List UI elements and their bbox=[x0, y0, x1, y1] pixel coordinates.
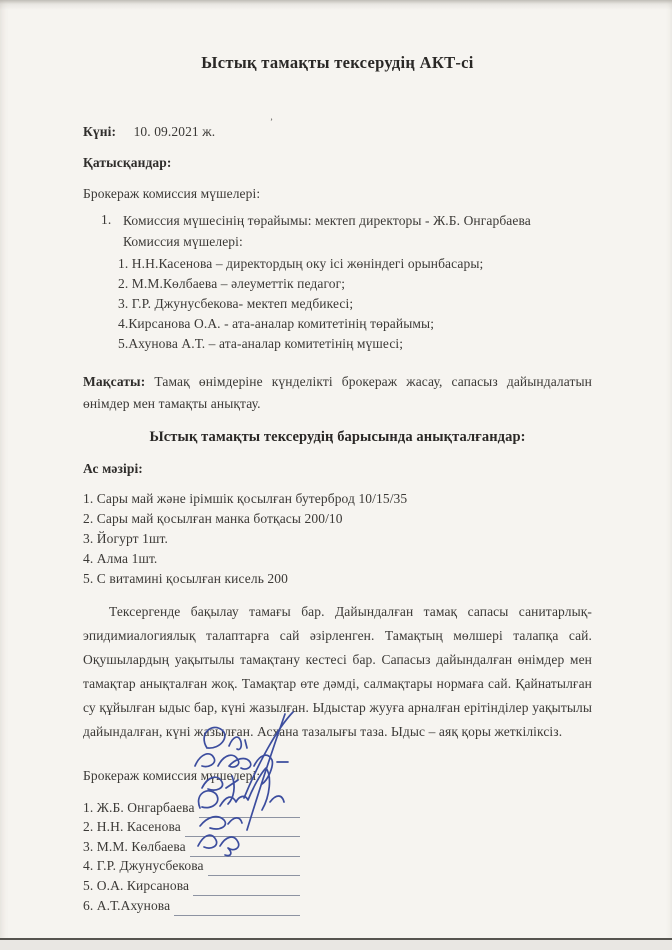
chair-item bbox=[83, 210, 592, 252]
signatory-name: 6. А.Т.Ахунова bbox=[83, 897, 171, 913]
scan-speck: ’ bbox=[270, 117, 273, 127]
signature-line bbox=[193, 881, 300, 896]
chair-text bbox=[123, 210, 531, 252]
signature-line bbox=[199, 803, 300, 818]
date-label: Күні: bbox=[83, 124, 117, 139]
menu-heading: Ас мәзірі: bbox=[83, 461, 143, 476]
list-item: 1. Сары май және ірімшік қосылған бутерброд 10/15/35 bbox=[83, 491, 408, 506]
list-item: 5. С витамині қосылған кисель 200 bbox=[83, 571, 288, 586]
list-item: 4. Алма 1шт. bbox=[83, 551, 158, 566]
purpose-text: Тамақ өнімдеріне күнделікті брокераж жасау, сапасыз дайындалатын өнімдер мен тамақты анықтау. bbox=[83, 374, 592, 411]
document-body bbox=[83, 0, 592, 916]
page-title: Ыстық тамақты тексерудің АКТ-сі bbox=[201, 53, 474, 72]
signatory-name: 1. Ж.Б. Онгарбаева bbox=[83, 799, 195, 815]
signature-line bbox=[174, 901, 300, 916]
participants-heading: Қатысқандар: bbox=[83, 155, 172, 170]
signature-line bbox=[208, 861, 300, 876]
date-value: 10. 09.2021 ж. bbox=[133, 124, 216, 139]
purpose-label: Мақсаты: bbox=[83, 374, 146, 389]
list-item: 4.Кирсанова О.А. - ата-аналар комитетінің төрайымы; bbox=[118, 316, 435, 331]
list-item: 5.Ахунова А.Т. – ата-аналар комитетінің мүшесі; bbox=[118, 336, 404, 351]
findings-heading: Ыстық тамақты тексерудің барысында анықталғандар: bbox=[149, 429, 526, 445]
signature-row bbox=[83, 876, 300, 896]
list-item: 1. Н.Н.Касенова – директордың оку ісі жөніндегі орынбасары; bbox=[118, 256, 484, 271]
signature-row bbox=[83, 818, 300, 838]
chair-number: 1. bbox=[101, 212, 112, 227]
menu-list bbox=[83, 489, 592, 589]
signatures-block bbox=[83, 798, 300, 916]
purpose-paragraph bbox=[83, 371, 592, 415]
signatory-name: 2. Н.Н. Касенова bbox=[83, 819, 181, 835]
list-item: 2. М.М.Көлбаева – әлеуметтік педагог; bbox=[118, 276, 346, 291]
signatory-name: 5. О.А. Кирсанова bbox=[83, 877, 190, 893]
members-subheading: Комиссия мүшелері: bbox=[123, 234, 243, 249]
scan-edge-area bbox=[0, 940, 672, 950]
signature-row bbox=[83, 896, 300, 916]
commission-members-list bbox=[83, 254, 592, 354]
signature-row bbox=[83, 798, 300, 818]
signature-line bbox=[185, 822, 300, 837]
signatory-name: 3. М.М. Көлбаева bbox=[83, 838, 186, 854]
date-line bbox=[83, 122, 592, 142]
list-item: 2. Сары май қосылған манка ботқасы 200/10 bbox=[83, 511, 343, 526]
signatory-name: 4. Г.Р. Джунусбекова bbox=[83, 858, 204, 874]
signature-line bbox=[190, 842, 300, 857]
chair-line: Комиссия мүшесінің төрайымы: мектеп директоры - Ж.Б. Онгарбаева bbox=[123, 213, 531, 228]
signature-row bbox=[83, 857, 300, 877]
conclusion-paragraph: Тексергенде бақылау тамағы бар. Дайындалған тамақ сапасы санитарлық-эпидимиалогиялық талаптарға сай әзірленген. Тамақтың мөлшері талапқа сай. Оқушылардың уақытылы тамақтану кестесі бар. Сапасыз дайындалған өнімдер мен тамақтар анықталған жоқ. Тамақтар өте дәмді, салмақтары нормаға сай. Қайнатылған су құйылған ыдыс бар, күні жазылған. Ыдыстар жууға арналған ерітінділер уақытылы дайындалған, күні жазылған. Асхана тазалығы таза. Ыдыс – аяқ қоры жеткіліксіз. bbox=[83, 604, 592, 739]
list-item: 3. Г.Р. Джунусбекова- мектеп медбикесі; bbox=[118, 296, 354, 311]
signatures-heading: Брокераж комиссия мүшелері: bbox=[83, 768, 261, 783]
signature-row bbox=[83, 837, 300, 857]
commission-heading: Брокераж комиссия мүшелері: bbox=[83, 186, 261, 201]
list-item: 3. Йогурт 1шт. bbox=[83, 531, 168, 546]
